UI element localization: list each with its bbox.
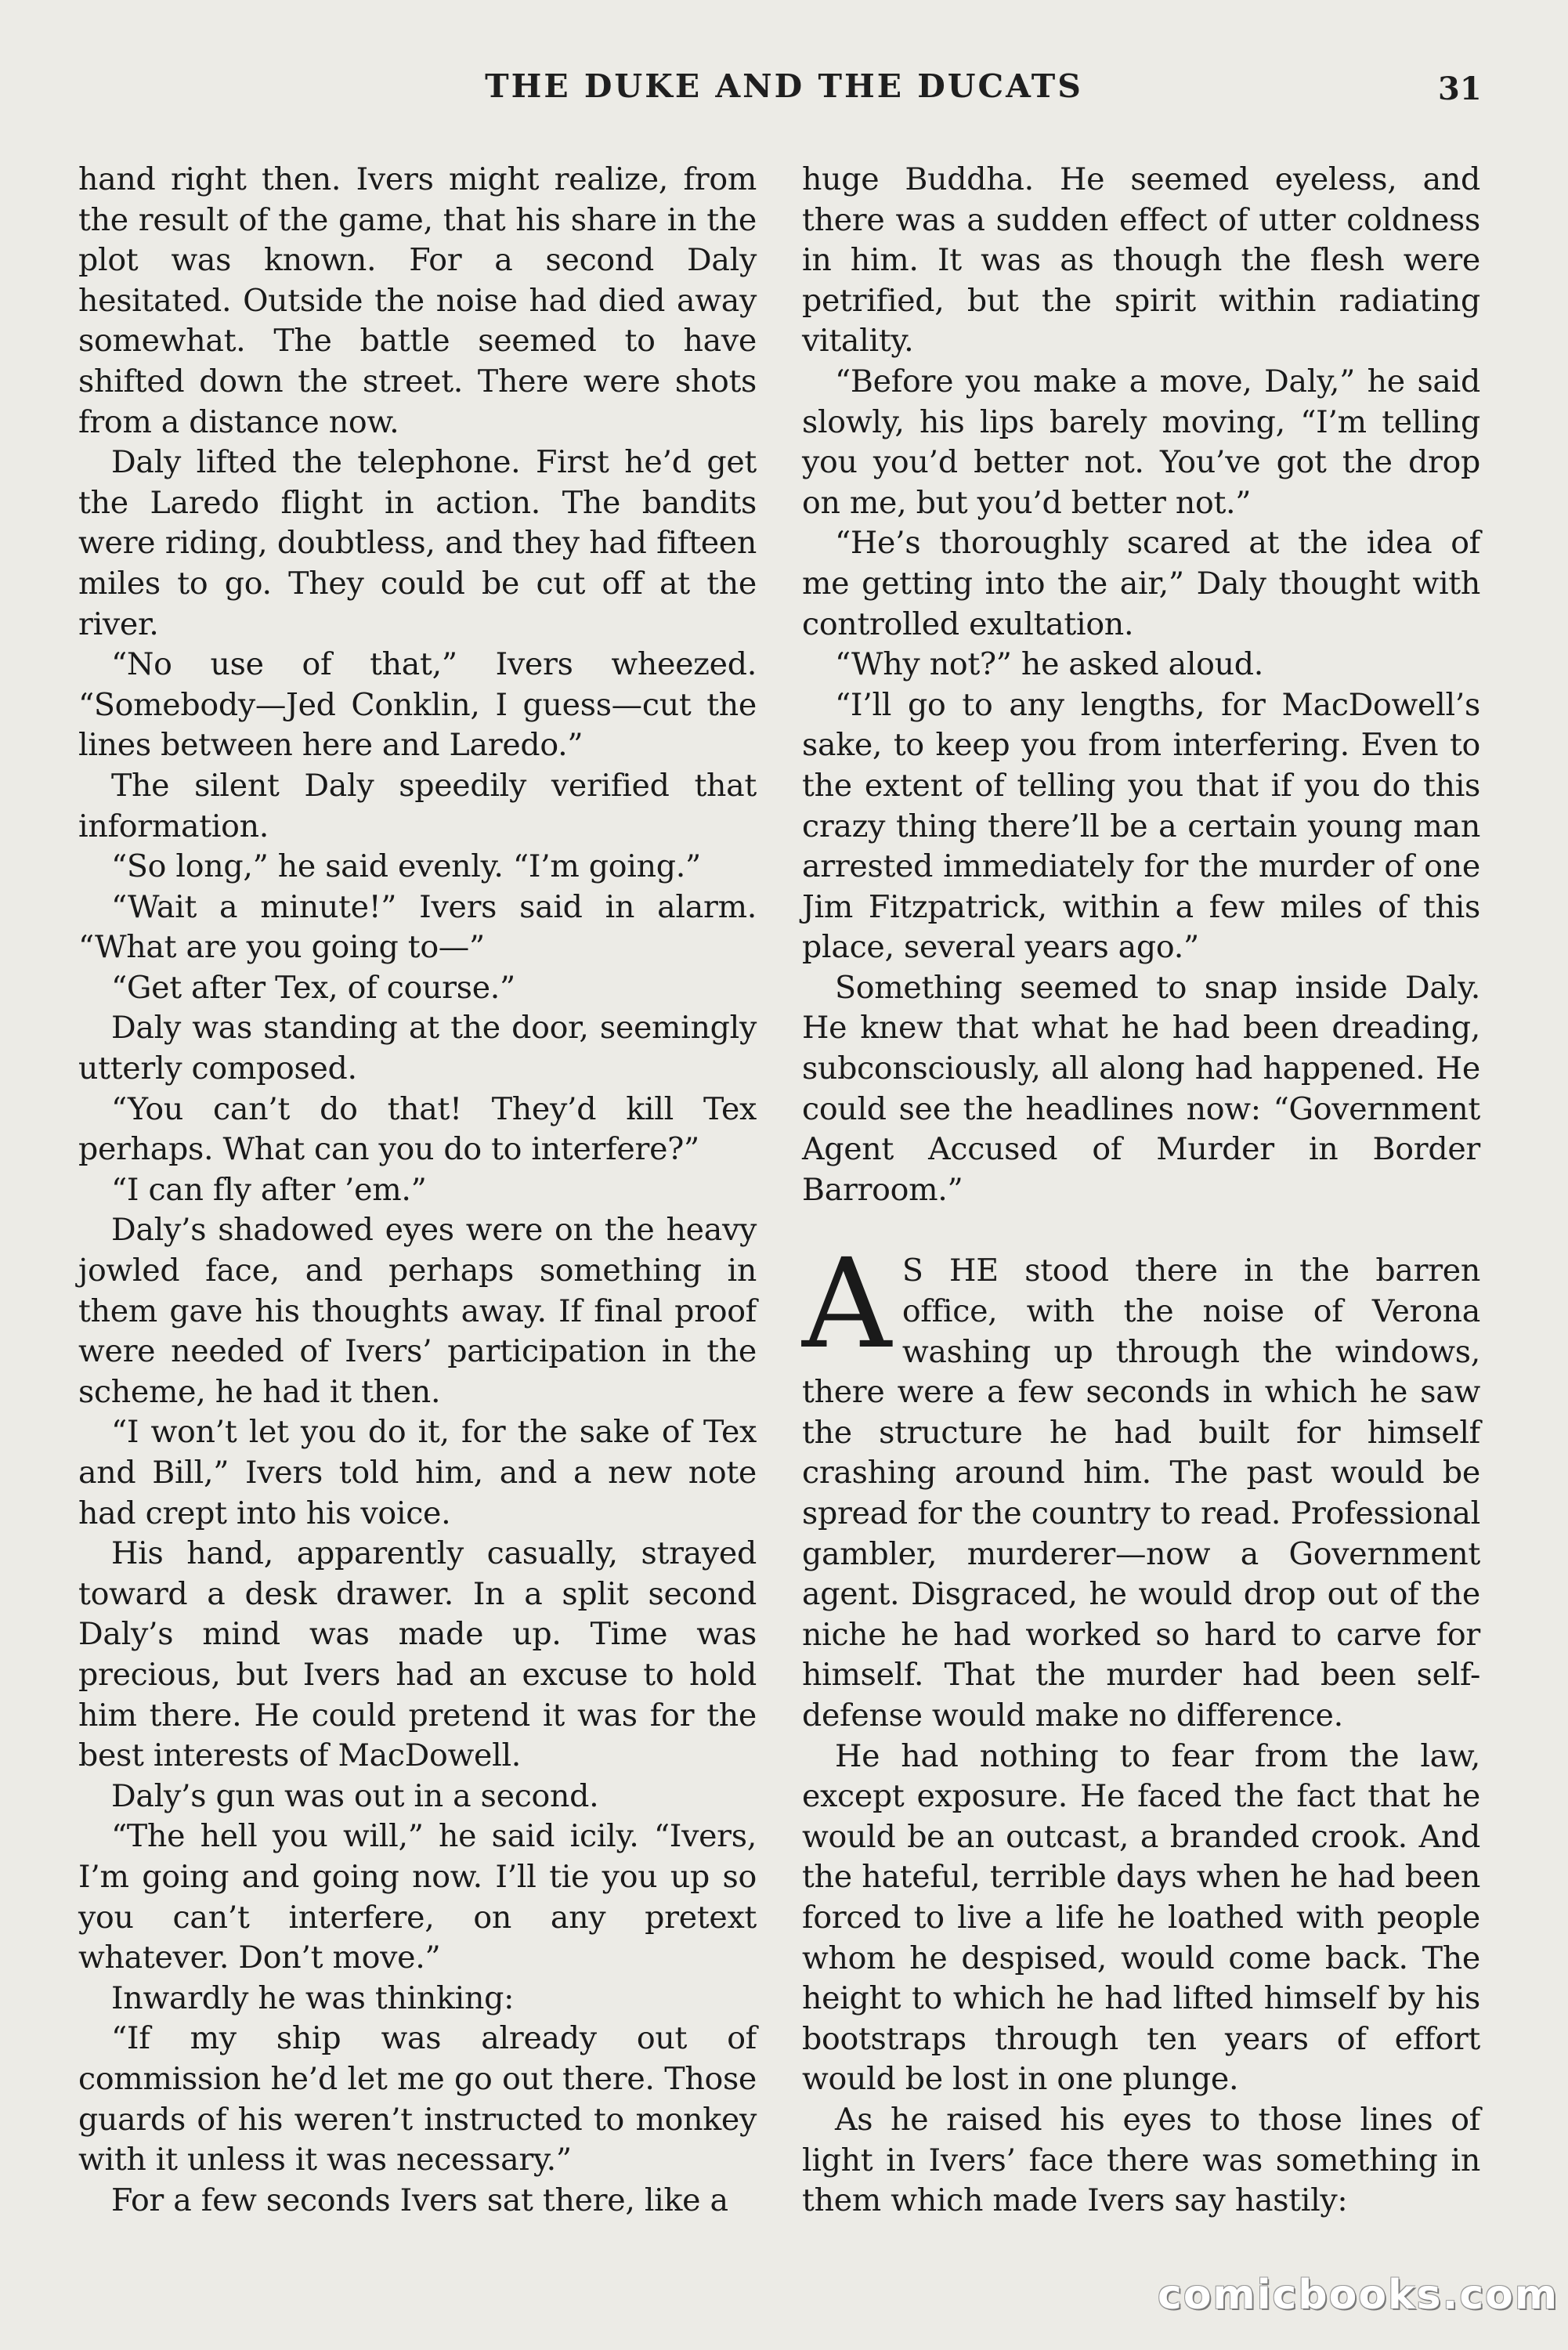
paragraph: “Get after Tex, of course.” (111, 969, 515, 1006)
paragraph: “He’s thoroughly scared at the idea of me getting into the air,” Daly thought with controlled exultation. (802, 525, 1480, 642)
paragraph: Inwardly he was thinking: (111, 1979, 515, 2016)
paragraph: “The hell you will,” he said icily. “Ivers, I’m going and going now. I’ll tie you up so you can’t interfere, on any pretext whatever. Don’t move.” (78, 1818, 757, 1976)
paragraph: “Before you make a move, Daly,” he said slowly, his lips barely moving, “I’m telling you you’d better not. You’ve got the drop on me, but you’d better not.” (802, 363, 1480, 521)
paragraph: huge Buddha. He seemed eyeless, and there was a sudden effect of utter coldness in him. It was as though the flesh were petrified, but the spirit within radiating vitality. (802, 161, 1480, 360)
paragraph: “I can fly after ’em.” (111, 1171, 427, 1208)
paragraph: “I’ll go to any lengths, for MacDowell’s sake, to keep you from interfering. Even to the extent of telling you that if you do this crazy thing there’ll be a certain young man arrested immediately for the murder of one Jim Fitzpatrick, within a few miles of this place, several years ago.” (802, 686, 1480, 966)
running-title: THE DUKE AND THE DUCATS (485, 67, 1083, 105)
paragraph: As he raised his eyes to those lines of light in Ivers’ face there was something in them which made Ivers say hastily: (802, 2101, 1480, 2219)
paragraph: The silent Daly speedily verified that information. (78, 767, 757, 844)
section-opening-paragraph (802, 1232, 1480, 1736)
right-column (802, 160, 1480, 2222)
paragraph: “Why not?” he asked aloud. (835, 646, 1264, 683)
paragraph: “No use of that,” Ivers wheezed. “Somebody—Jed Conklin, I guess—cut the lines between here and Laredo.” (78, 646, 757, 764)
paragraph: Daly was standing at the door, seemingly utterly composed. (78, 1010, 757, 1087)
paragraph-text: S HE stood there in the barren office, with the noise of Verona washing up through the windows, there were a few seconds in which he saw the structure he had built for himself crashing around him. The past would be spread for the country to read. Professional gambler, murderer—now a Government agent. Disgraced, he would drop out of the niche he had worked so hard to carve for himself. That the murder had been self-defense would make no difference. (802, 1253, 1480, 1734)
paragraph: “So long,” he said evenly. “I’m going.” (111, 848, 701, 885)
paragraph: hand right then. Ivers might realize, from the result of the game, that his share in the plot was known. For a second Daly hesitated. Outside the noise had died away somewhat. The battle seemed to have shifted down the street. There were shots from a distance now. (78, 161, 757, 440)
paragraph: Something seemed to snap inside Daly. He knew that what he had been dreading, subconsciously, all along had happened. He could see the headlines now: “Government Agent Accused of Murder in Border Barroom.” (802, 969, 1480, 1208)
watermark-logo: comicbooks.com (1158, 2272, 1559, 2319)
left-column (78, 160, 757, 2221)
paragraph: “I won’t let you do it, for the sake of Tex and Bill,” Ivers told him, and a new note had crept into his voice. (78, 1414, 757, 1531)
page-number: 31 (1438, 70, 1482, 107)
paragraph: Daly lifted the telephone. First he’d get the Laredo flight in action. The bandits were riding, doubtless, and they had fifteen miles to go. They could be cut off at the river. (78, 444, 757, 642)
paragraph: For a few seconds Ivers sat there, like a (111, 2182, 728, 2218)
paragraph: “You can’t do that! They’d kill Tex perhaps. What can you do to interfere?” (78, 1090, 757, 1168)
paragraph: “If my ship was already out of commission he’d let me go out there. Those guards of his weren’t instructed to monkey with it unless it was necessary.” (78, 2020, 757, 2178)
paragraph: His hand, apparently casually, strayed toward a desk drawer. In a split second Daly’s mind was made up. Time was precious, but Ivers had an excuse to hold him there. He could pretend it was for the best interests of MacDowell. (78, 1535, 757, 1774)
paragraph: He had nothing to fear from the law, except exposure. He faced the fact that he would be an outcast, a branded crook. And the hateful, terrible days when he had been forced to live a life he loathed with people whom he despised, would come back. The height to which he had lifted himself by his bootstraps through ten years of effort would be lost in one plunge. (802, 1737, 1480, 2098)
paragraph: “Wait a minute!” Ivers said in alarm. “What are you going to—” (78, 888, 757, 966)
section-break (802, 1210, 1480, 1251)
drop-cap: A (802, 1232, 891, 1377)
paragraph: Daly’s gun was out in a second. (111, 1777, 599, 1814)
paragraph: Daly’s shadowed eyes were on the heavy jowled face, and perhaps something in them gave his thoughts away. If final proof were needed of Ivers’ participation in the scheme, he had it then. (78, 1212, 757, 1410)
